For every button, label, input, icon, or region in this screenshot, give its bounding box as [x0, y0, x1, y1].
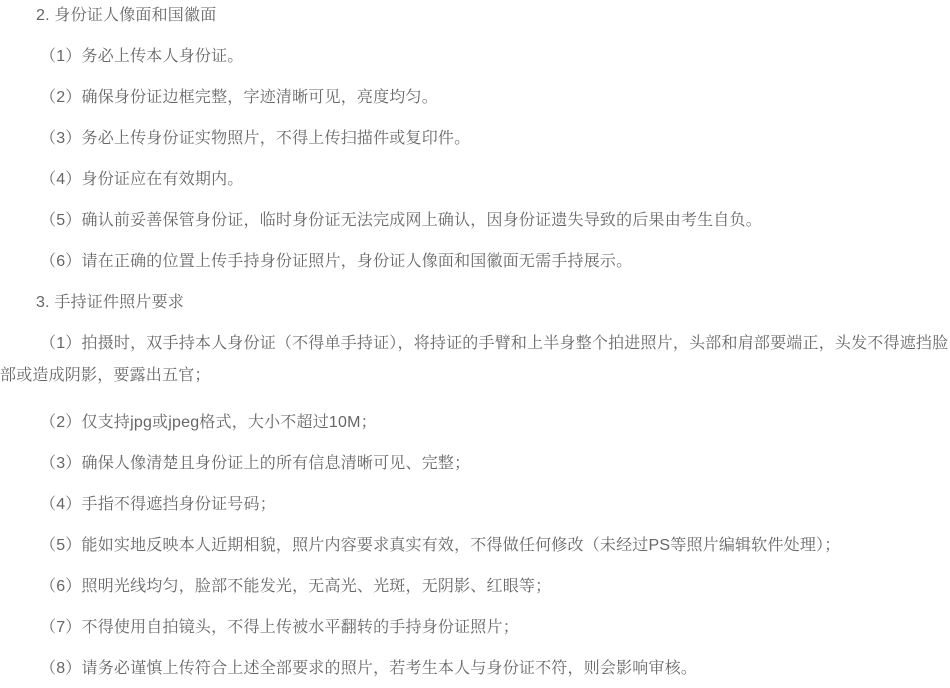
list-item: （3）确保人像清楚且身份证上的所有信息清晰可见、完整； [40, 455, 471, 472]
list-item: （8）请务必谨慎上传符合上述全部要求的照片，若考生本人与身份证不符，则会影响审核。 [40, 660, 698, 677]
list-item: （4）手指不得遮挡身份证号码； [40, 496, 276, 513]
list-item: （1）务必上传本人身份证。 [40, 48, 244, 65]
list-item: （2）仅支持jpg或jpeg格式，大小不超过10M； [40, 414, 377, 431]
list-item: （4）身份证应在有效期内。 [40, 171, 244, 188]
list-item: （1）拍摄时，双手持本人身份证（不得单手持证），将持证的手臂和上半身整个拍进照片，头部和肩部要端正，头发不得遮挡脸部或造成阴影，要露出五官； [0, 335, 949, 384]
list-item: （3）务必上传身份证实物照片，不得上传扫描件或复印件。 [40, 130, 471, 147]
list-item: （2）确保身份证边框完整，字迹清晰可见，亮度均匀。 [40, 89, 438, 106]
list-item: （6）请在正确的位置上传手持身份证照片，身份证人像面和国徽面无需手持展示。 [40, 253, 633, 270]
list-item: （5）确认前妥善保管身份证，临时身份证无法完成网上确认，因身份证遗失导致的后果由考生自负。 [40, 212, 762, 229]
list-item: （7）不得使用自拍镜头，不得上传被水平翻转的手持身份证照片； [40, 619, 519, 636]
section-heading-id-card-faces: 2. 身份证人像面和国徽面 [36, 7, 217, 24]
section-heading-handheld-photo: 3. 手持证件照片要求 [36, 294, 184, 311]
list-item: （6）照明光线均匀，脸部不能发光，无高光、光斑，无阴影、红眼等； [40, 578, 552, 595]
list-item: （5）能如实地反映本人近期相貌，照片内容要求真实有效，不得做任何修改（未经过PS等照片编辑软件处理）； [40, 537, 841, 554]
